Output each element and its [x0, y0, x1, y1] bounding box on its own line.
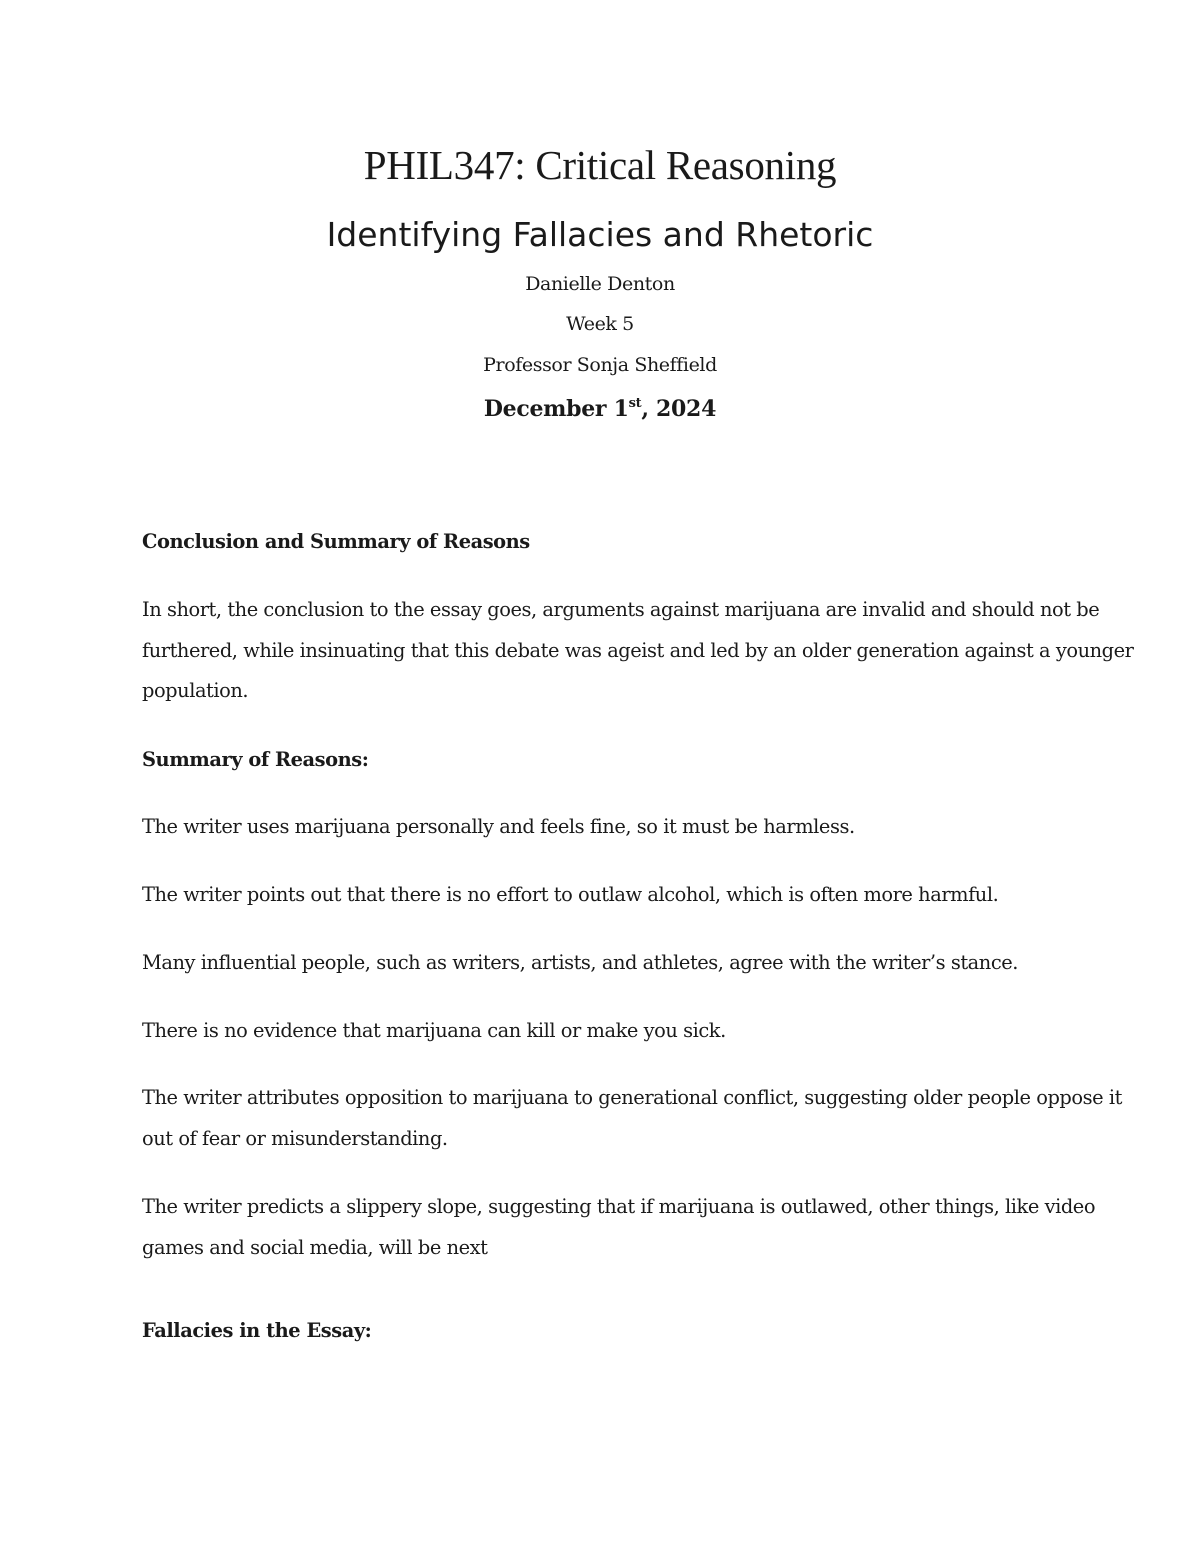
date-ordinal-suffix: st [628, 396, 642, 411]
conclusion-line: furthered, while insinuating that this debate was ageist and led by an older generation against a younger [142, 638, 1134, 662]
course-title: PHIL347: Critical Reasoning [363, 142, 837, 188]
reason-paragraph [142, 1078, 1142, 1159]
reason-paragraph [142, 1011, 1142, 1052]
summary-heading: Summary of Reasons: [142, 748, 369, 771]
reason-line: out of fear or misunderstanding. [142, 1126, 448, 1150]
date-suffix: , 2024 [641, 396, 717, 422]
reason-line: There is no evidence that marijuana can kill or make you sick. [142, 1019, 726, 1042]
reason-paragraph [142, 943, 1142, 984]
fallacies-heading: Fallacies in the Essay: [142, 1319, 372, 1342]
submission-date [0, 393, 1200, 425]
week-label: Week 5 [566, 313, 634, 335]
reason-paragraph [142, 807, 1142, 848]
reason-line: games and social media, will be next [142, 1235, 488, 1259]
conclusion-paragraph [142, 590, 1142, 712]
reason-line: The writer points out that there is no effort to outlaw alcohol, which is often more harmful. [142, 883, 999, 906]
document-title: Identifying Fallacies and Rhetoric [326, 215, 874, 254]
reason-line: The writer uses marijuana personally and feels fine, so it must be harmless. [142, 815, 855, 838]
conclusion-line: population. [142, 679, 249, 702]
reason-line: The writer attributes opposition to marijuana to generational conflict, suggesting older people oppose it [142, 1086, 1122, 1109]
date-prefix: December 1 [483, 396, 629, 422]
author-name: Danielle Denton [525, 273, 675, 295]
reason-line: The writer predicts a slippery slope, suggesting that if marijuana is outlawed, other things, like video [142, 1195, 1096, 1218]
reason-line: Many influential people, such as writers, artists, and athletes, agree with the writer’s stance. [142, 951, 1018, 974]
professor-name: Professor Sonja Sheffield [483, 354, 717, 376]
conclusion-line: In short, the conclusion to the essay goes, arguments against marijuana are invalid and should not be [142, 598, 1100, 621]
reason-paragraph [142, 1187, 1142, 1268]
conclusion-heading: Conclusion and Summary of Reasons [142, 530, 530, 553]
reason-paragraph [142, 875, 1142, 916]
